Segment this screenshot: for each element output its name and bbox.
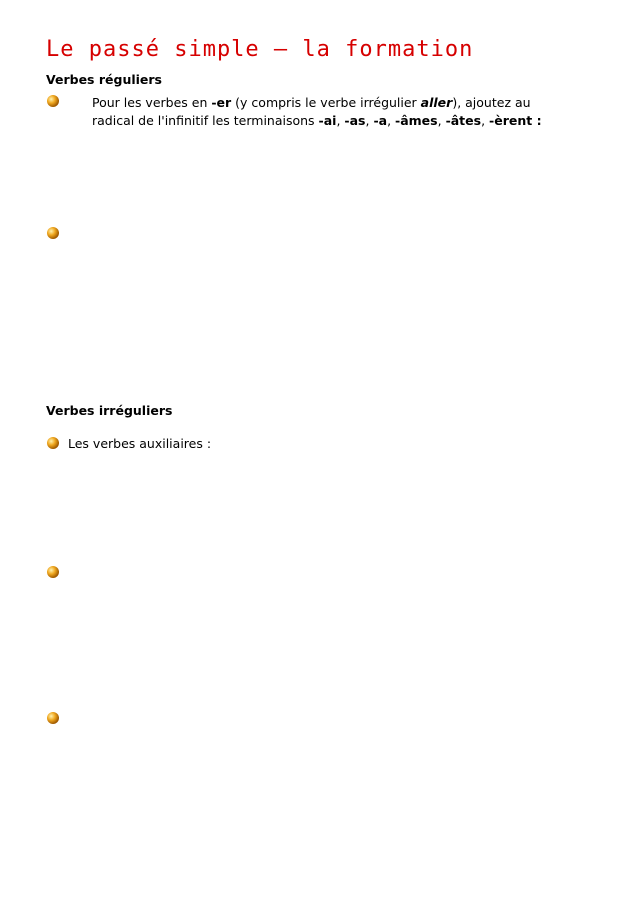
text-line	[92, 112, 542, 130]
text-segment: radical de l'infinitif les terminaisons	[92, 113, 319, 128]
bullet-icon	[46, 226, 60, 240]
bold-segment: -èrent :	[489, 113, 542, 128]
text-segment: ), ajoutez au	[452, 95, 531, 110]
section-heading-reguliers: Verbes réguliers	[46, 72, 162, 87]
intro-er-paragraph	[92, 94, 542, 130]
text-line	[92, 94, 542, 112]
text-segment: ,	[387, 113, 396, 128]
page-title: Le passé simple – la formation	[46, 37, 474, 62]
section-heading-irreguliers: Verbes irréguliers	[46, 403, 173, 418]
text-segment: ,	[481, 113, 490, 128]
bold-segment: -a	[373, 113, 388, 128]
bold-segment: -âtes	[445, 113, 482, 128]
bullet-icon	[46, 436, 60, 450]
text-segment: Pour les verbes en	[92, 95, 212, 110]
bold-segment: -as	[344, 113, 366, 128]
bullet-icon	[46, 565, 60, 579]
bullet-icon	[46, 94, 60, 108]
auxiliaires-intro: Les verbes auxiliaires :	[68, 436, 212, 451]
bold-segment: -er	[211, 95, 232, 110]
bold-segment: -ai	[318, 113, 337, 128]
text-segment: ,	[336, 113, 345, 128]
bold-segment: -âmes	[395, 113, 438, 128]
text-segment: ,	[437, 113, 446, 128]
bullet-icon	[46, 711, 60, 725]
bold-segment: aller	[420, 95, 453, 110]
text-segment: (y compris le verbe irrégulier	[231, 95, 421, 110]
text-segment: ,	[365, 113, 374, 128]
